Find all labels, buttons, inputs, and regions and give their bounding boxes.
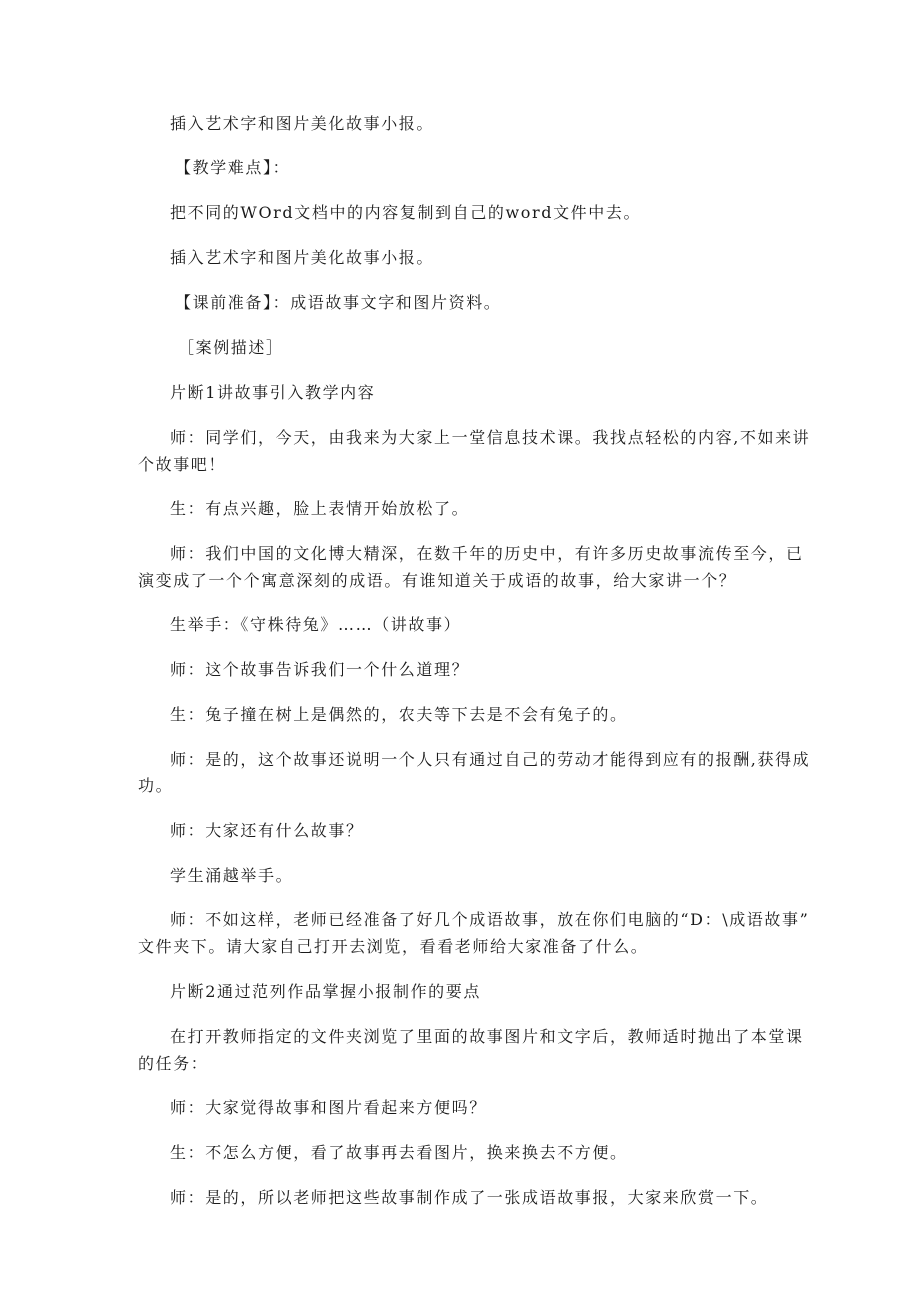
section-heading-case-description: ［案例描述］: [178, 338, 284, 357]
paragraph-line: 插入艺术字和图片美化故事小报。: [170, 248, 435, 267]
paragraph-line: 师：是的，所以老师把这些故事制作成了一张成语故事报，大家来欣赏一下。: [170, 1188, 769, 1207]
section-heading-preparation: 【课前准备】：成语故事文字和图片资料。: [175, 293, 502, 312]
paragraph-line: 师：同学们，今天，由我来为大家上一堂信息技术课。我找点轻松的内容,不如来讲: [170, 428, 811, 447]
paragraph-line: 师：不如这样，老师已经准备了好几个成语故事，放在你们电脑的“D：\成语故事”: [170, 910, 810, 929]
paragraph-line: 演变成了一个个寓意深刻的成语。有谁知道关于成语的故事，给大家讲一个？: [138, 571, 737, 590]
paragraph-line: 生举手：《守株待兔》……（讲故事）: [170, 615, 462, 634]
paragraph-line: 把不同的WOrd文档中的内容复制到自己的word文件中去。: [170, 203, 642, 222]
paragraph-line: 文件夹下。请大家自己打开去浏览，看看老师给大家准备了什么。: [138, 937, 649, 956]
paragraph-line: 生：不怎么方便，看了故事再去看图片，换来换去不方便。: [170, 1143, 628, 1162]
fragment-heading: 片断2通过范列作品掌握小报制作的要点: [170, 982, 481, 1001]
paragraph-line: 插入艺术字和图片美化故事小报。: [170, 114, 435, 133]
paragraph-line: 师：大家觉得故事和图片看起来方便吗？: [170, 1098, 487, 1117]
paragraph-line: 师：我们中国的文化博大精深，在数千年的历史中，有许多历史故事流传至今，已: [170, 544, 804, 563]
paragraph-line: 在打开教师指定的文件夹浏览了里面的故事图片和文字后，教师适时抛出了本堂课: [170, 1027, 804, 1046]
section-heading-teaching-difficulty: 【教学难点】：: [175, 158, 291, 177]
fragment-heading: 片断1讲故事引入教学内容: [170, 383, 376, 402]
paragraph-line: 生：兔子撞在树上是偶然的，农夫等下去是不会有兔子的。: [170, 705, 628, 724]
paragraph-line: 生：有点兴趣，脸上表情开始放松了。: [170, 499, 470, 518]
paragraph-line: 学生涌越举手。: [170, 866, 294, 885]
paragraph-line: 个故事吧！: [138, 455, 227, 474]
paragraph-line: 的任务：: [138, 1054, 209, 1073]
paragraph-line: 师：这个故事告诉我们一个什么道理？: [170, 660, 470, 679]
paragraph-line: 师：大家还有什么故事？: [170, 821, 364, 840]
paragraph-line: 功。: [138, 776, 174, 795]
paragraph-line: 师：是的，这个故事还说明一个人只有通过自己的劳动才能得到应有的报酬,获得成: [170, 750, 811, 769]
